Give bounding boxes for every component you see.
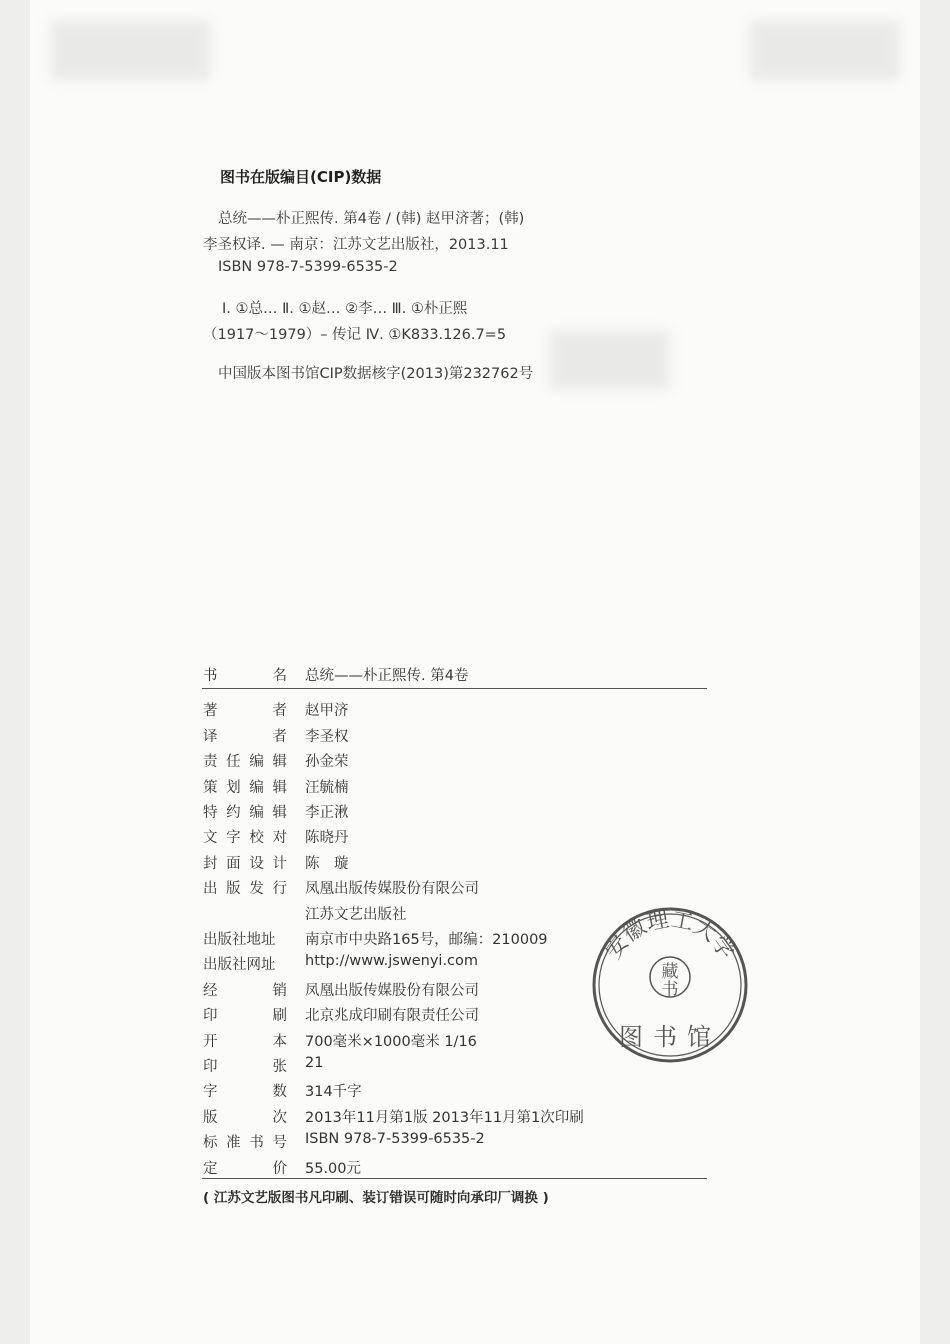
info-value: 北京兆成印刷有限责任公司 xyxy=(305,1008,479,1025)
info-label: 出版社地址 xyxy=(203,932,276,948)
scan-smudge xyxy=(750,20,900,80)
info-value: http://www.jswenyi.com xyxy=(305,953,479,970)
cip-classification-cont: （1917～1979）– 传记 Ⅳ. ①K833.126.7=5 xyxy=(203,327,507,343)
info-label: 印张 xyxy=(203,1059,287,1075)
cip-title: 图书在版编目(CIP)数据 xyxy=(220,168,382,186)
info-label: 特约编辑 xyxy=(203,805,287,821)
library-stamp xyxy=(590,905,750,1065)
info-label: 经销 xyxy=(203,982,287,999)
print-notice: ( 江苏文艺版图书凡印刷、装订错误可随时向承印厂调换 ) xyxy=(203,1190,549,1206)
info-label: 责任编辑 xyxy=(203,754,287,771)
info-value: ISBN 978-7-5399-6535-2 xyxy=(305,1131,485,1148)
info-value: 江苏文艺出版社 xyxy=(305,906,407,923)
stamp-center-top: 藏 xyxy=(661,962,679,982)
info-label: 版次 xyxy=(203,1109,287,1126)
cip-record-number: 中国版本图书馆CIP数据核字(2013)第232762号 xyxy=(218,366,534,382)
info-label: 出版发行 xyxy=(203,881,287,898)
scan-smudge xyxy=(550,330,670,390)
info-value: 314千字 xyxy=(305,1084,362,1101)
info-value: 赵甲济 xyxy=(305,703,349,720)
cip-line: 李圣权译. — 南京：江苏文艺出版社，2013.11 xyxy=(203,237,509,253)
info-value: 孙金荣 xyxy=(305,754,349,771)
info-value: 凤凰出版传媒股份有限公司 xyxy=(305,881,479,898)
info-label: 定价 xyxy=(203,1160,287,1177)
info-label: 策划编辑 xyxy=(203,779,287,796)
info-label: 开本 xyxy=(203,1033,287,1050)
info-value: 凤凰出版传媒股份有限公司 xyxy=(305,982,479,999)
info-label: 译者 xyxy=(203,728,287,745)
info-value: 700毫米×1000毫米 1/16 xyxy=(305,1033,477,1050)
info-value: 李圣权 xyxy=(305,728,349,745)
info-value: 南京市中央路165号，邮编：210009 xyxy=(305,932,548,948)
info-label: 印刷 xyxy=(203,1008,287,1025)
info-value: 李正湫 xyxy=(305,805,349,821)
top-rule xyxy=(202,688,707,689)
info-label: 文字校对 xyxy=(203,830,287,847)
info-label: 封面设计 xyxy=(203,855,287,872)
stamp-center-bottom: 书 xyxy=(661,980,679,1000)
info-value: 55.00元 xyxy=(305,1160,362,1177)
info-label: 标准书号 xyxy=(203,1135,287,1152)
scan-smudge xyxy=(50,20,210,80)
info-label: 书名 xyxy=(203,668,287,684)
info-label: 著者 xyxy=(203,703,287,720)
cip-line: 总统——朴正熙传. 第4卷 / (韩) 赵甲济著；(韩) xyxy=(218,211,525,227)
info-value: 总统——朴正熙传. 第4卷 xyxy=(305,668,469,684)
info-value: 陈晓丹 xyxy=(305,830,349,847)
info-value: 21 xyxy=(305,1055,324,1071)
cip-isbn: ISBN 978-7-5399-6535-2 xyxy=(218,259,398,275)
info-value: 陈 璇 xyxy=(305,855,349,872)
info-label: 字数 xyxy=(203,1084,287,1101)
bottom-rule xyxy=(202,1178,707,1179)
stamp-arc-text: 安徽理工大学 xyxy=(600,907,740,964)
info-value: 2013年11月第1版 2013年11月第1次印刷 xyxy=(305,1109,584,1126)
stamp-bottom-text: 图书馆 xyxy=(619,1023,721,1051)
cip-classification: Ⅰ. ①总… Ⅱ. ①赵… ②李… Ⅲ. ①朴正熙 xyxy=(222,301,468,317)
info-value: 汪毓楠 xyxy=(305,779,349,796)
info-label: 出版社网址 xyxy=(203,957,276,974)
